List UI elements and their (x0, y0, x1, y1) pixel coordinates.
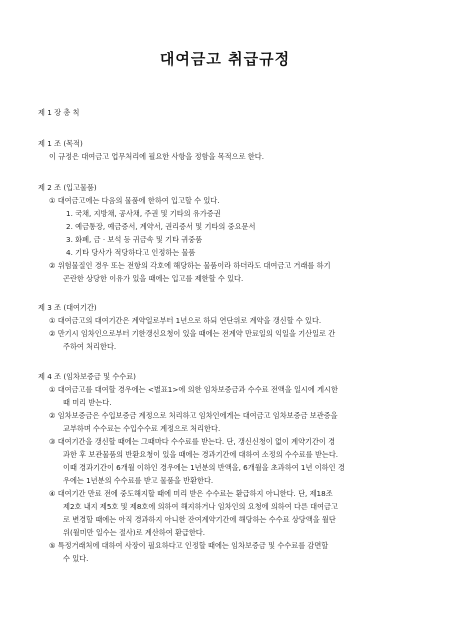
article-4-item-4-cont-1: 제2호 내지 제5호 및 제8호에 의하여 해지하거나 임차인의 요청에 의하여 다른 대여금고 (63, 502, 338, 511)
article-1-heading: 제 1 조 (목적) (38, 139, 83, 148)
article-4-item-2: ② 임차보증금은 수입보증금 계정으로 처리하고 임차인에게는 대여금고 임차보증금 보관증을 (49, 411, 338, 420)
article-4-item-4-cont-2: 로 변경할 때에는 아직 경과하지 아니한 잔여계약기간에 해당하는 수수료 상당액을 월단 (63, 515, 336, 524)
article-4-item-3-cont-3: 우에는 1년분의 수수료를 받고 물품을 반환한다. (63, 476, 214, 485)
article-4-item-1-cont: 때 미리 받는다. (63, 398, 112, 407)
article-3-heading: 제 3 조 (대여기간) (38, 303, 97, 312)
article-4-item-5-cont: 수 있다. (63, 554, 89, 563)
article-4-item-3-cont-1: 과한 후 보관물품의 반환요청이 있을 때에는 경과기간에 대하여 소정의 수수료를 받는다. (63, 450, 339, 459)
article-3-item-2-cont: 주하여 처리한다. (63, 342, 117, 351)
article-2-item-2-cont: 곤란한 상당한 이유가 있을 때에는 입고를 제한할 수 있다. (63, 274, 244, 283)
article-4-item-5: ⑤ 특정거래처에 대하여 사장이 필요하다고 인정할 때에는 임차보증금 및 수수료를 감면할 (49, 541, 329, 550)
article-4-item-4: ④ 대여기간 만료 전에 중도해지할 때에 미리 받은 수수료는 환급하지 아니한다. 단, 제18조 (49, 489, 333, 498)
chapter-heading: 제 1 장 총 칙 (38, 108, 80, 117)
article-4-heading: 제 4 조 (임차보증금 및 수수료) (38, 372, 136, 381)
article-2-item-1: ① 대여금고에는 다음의 물품에 한하여 입고할 수 있다. (49, 196, 220, 205)
article-4-item-3-cont-2: 이때 경과기간이 6개월 이하인 경우에는 1년분의 반액을, 6개월을 초과하여 1년 이하인 경 (63, 463, 345, 472)
article-3-item-1: ① 대여금고의 대여기간은 계약일로부터 1년으로 하되 연단위로 계약을 갱신할 수 있다. (49, 316, 322, 325)
article-2-item-2: ② 위험물질인 경우 또는 전항의 각호에 해당하는 물품이라 하더라도 대여금고 거래를 하기 (49, 261, 331, 270)
article-2-subitem-4: 4. 기타 당사가 적당하다고 인정하는 물품 (66, 248, 196, 257)
article-4-item-4-cont-3: 위(월미만 일수는 절사)로 계산하여 환급한다. (63, 528, 206, 537)
document-title: 대여금고 취급규정 (159, 50, 291, 68)
article-2-subitem-3: 3. 화폐, 금 · 보석 등 귀금속 및 기타 귀중품 (66, 235, 203, 244)
article-3-item-2: ② 만기시 임차인으로부터 기한갱신요청이 있을 때에는 전계약 만료일의 익일을 기산일로 간 (49, 329, 336, 338)
article-2-heading: 제 2 조 (입고물품) (38, 183, 97, 192)
article-1-body: 이 규정은 대여금고 업무처리에 필요한 사항을 정함을 목적으로 한다. (49, 152, 264, 161)
article-4-item-3: ③ 대여기간을 갱신할 때에는 그때마다 수수료를 받는다. 단, 갱신신청이 없이 계약기간이 경 (49, 437, 336, 446)
article-4-item-1: ① 대여금고를 대여할 경우에는 <별표1>에 의한 임차보증금과 수수료 전액을 일시에 게시한 (49, 385, 338, 394)
article-2-subitem-1: 1. 국채, 지방채, 공사채, 주권 및 기타의 유가증권 (66, 209, 221, 218)
article-2-subitem-2: 2. 예금통장, 예금증서, 계약서, 권리증서 및 기타의 중요문서 (66, 222, 256, 231)
article-4-item-2-cont: 교부하며 수수료는 수입수수료 계정으로 처리한다. (63, 424, 221, 433)
